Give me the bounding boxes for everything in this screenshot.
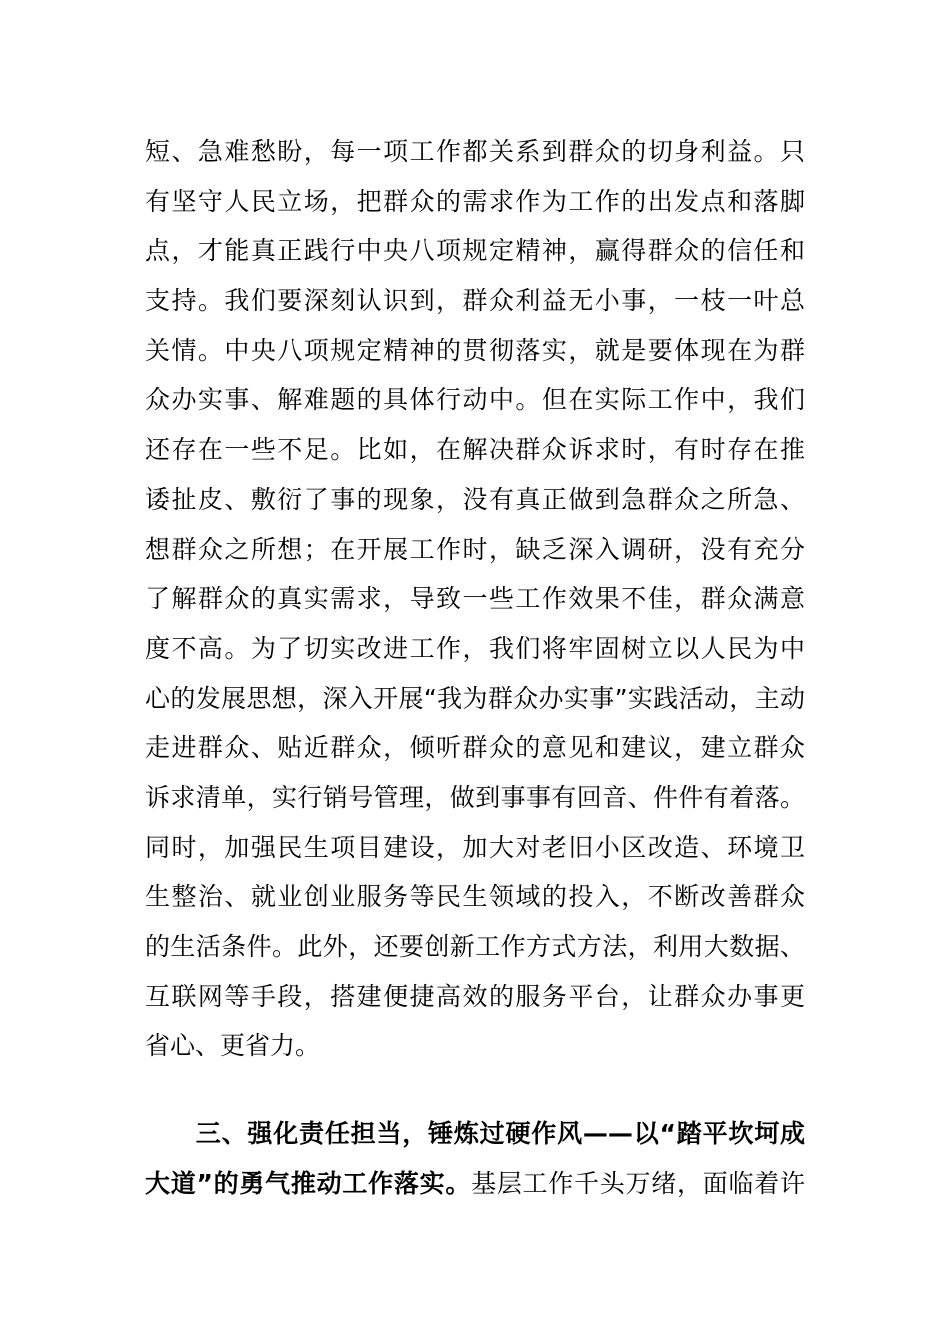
section-heading-paragraph [145, 1109, 805, 1209]
paragraph-line: 的生活条件。此外，还要创新工作方式方法，利用大数据、 [145, 932, 805, 961]
paragraph-line: 关情。中央八项规定精神的贯彻落实，就是要体现在为群 [145, 335, 805, 365]
section-heading-text-cont: 大道”的勇气推动工作落实。 [145, 1169, 472, 1198]
paragraph-line: 点，才能真正践行中央八项规定精神，赢得群众的信任和 [145, 236, 805, 266]
paragraph-line: 生整治、就业创业服务等民生领域的投入，不断改善群众 [145, 882, 805, 912]
paragraph-line: 同时，加强民生项目建设，加大对老旧小区改造、环境卫 [145, 832, 805, 862]
paragraph-line: 众办实事、解难题的具体行动中。但在实际工作中，我们 [145, 385, 805, 415]
heading-line [145, 1109, 805, 1159]
paragraph-line: 了解群众的真实需求，导致一些工作效果不佳，群众满意 [145, 584, 805, 614]
paragraph-line: 还存在一些不足。比如，在解决群众诉求时，有时存在推 [145, 435, 805, 465]
section-body-text: 基层工作千头万绪，面临着许 [471, 1169, 805, 1198]
paragraph-line: 心的发展思想，深入开展“我为群众办实事”实践活动，主动 [145, 683, 805, 713]
paragraph-line: 短、急难愁盼，每一项工作都关系到群众的切身利益。只 [145, 137, 805, 166]
paragraph-line: 度不高。为了切实改进工作，我们将牢固树立以人民为中 [145, 633, 805, 663]
paragraph-line: 想群众之所想；在开展工作时，缺乏深入调研，没有充分 [145, 534, 805, 564]
paragraph-line: 有坚守人民立场，把群众的需求作为工作的出发点和落脚 [145, 186, 805, 216]
paragraph-line: 诉求清单，实行销号管理，做到事事有回音、件件有着落。 [145, 782, 805, 812]
section-heading-text: 三、强化责任担当，锤炼过硬作风——以“踏平坎坷成 [195, 1119, 805, 1148]
paragraph-line: 互联网等手段，搭建便捷高效的服务平台，让群众办事更 [145, 981, 805, 1011]
heading-line [145, 1159, 805, 1209]
paragraph-line: 诿扯皮、敷衍了事的现象，没有真正做到急群众之所急、 [145, 484, 805, 514]
body-paragraph [145, 127, 805, 1071]
paragraph-line: 走进群众、贴近群众，倾听群众的意见和建议，建立群众 [145, 733, 805, 763]
paragraph-line: 省心、更省力。 [145, 1031, 321, 1061]
paragraph-line: 支持。我们要深刻认识到，群众利益无小事，一枝一叶总 [145, 286, 805, 316]
